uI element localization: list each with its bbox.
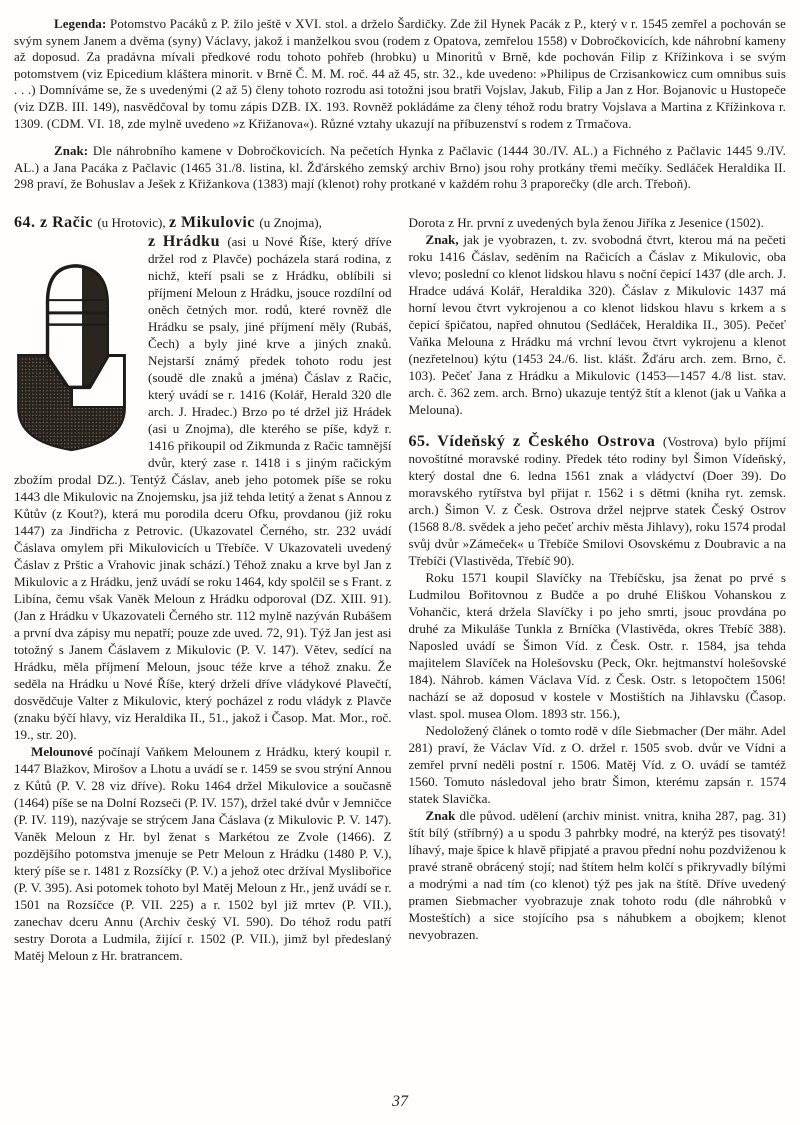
paragraph-znak-64: Znak, jak je vyobrazen, t. zv. svobodná čtvrt, kterou má na pečeti roku 1416 Čáslav, seděním na Račicích a Čáslav z Mikulovic, oba vlevo; poslední co klenot lidskou hlavu s noční čepicí 1437 (dle arch. J. Hradce udává Kolář, Heraldika 320). Čáslav z Mikulovic 1437 má horní levou čtvrt vykrojenou a co klenot lidskou hlavu s krkem a s čepicí špičatou, napřed ohnutou (Sedláček, Heraldika II., 305). Pečeť Vaňka Melouna z Hrádku má vrchní levou čtvrt vykrojenu a klenot (nezřetelnou) kýtu (1453 24./6. list. klášt. Žďáru arch. zem. Brno, č. 103). Pečeť Jana z Hrádku a Mikulovic (1453—1457 4./8 list. stav. arch. č. 362 zem. arch. Brno) ukazuje tentýž štít a klenot (jak u Vaňka a Melouna).	[408, 231, 786, 417]
paragraph-roku-1571: Roku 1571 koupil Slavíčky na Třebíčsku, jsa ženat po prvé s Ludmilou Bořitovnou z Budče a po druhé Eliškou Vohanskou z Vohančic, která držela Slavíčky i po jeho smrti, jsouc provdána po druhé za Mikuláše Tunkla z Brníčka (Vlastivěda, okres Třebíč 388). Naposled uvádí se Šimon Víd. z Česk. Ostr. r. 1584, jsa tehda majitelem Slavíček na Holešovsku (Peck, Okr. hejtmanství holešovské 184). Náhrob. kámen Václava Víd. z Česk. Ostr. s letopočtem 1506! nachází se až doposud v kostele v Mostištích na Jihlavsku (Časop. vlast. spol. musea Olom. 1893 str. 156.),	[408, 569, 786, 721]
paragraph-dorota-continuation: Dorota z Hr. první z uvedených byla ženou Jiříka z Jesenice (1502).	[408, 214, 764, 230]
page-number: 37	[392, 1093, 408, 1110]
two-column-area	[14, 214, 786, 964]
section-65-heading-paragraph: 65. Vídeňský z Českého Ostrova (Vostrova) bylo příjmí novoštítné moravské rodiny. Předek této rodiny byl Šimon Vídeňský, který dostal dne 6. ledna 1561 znak a vládyctví (Doer 39). Do moravského rytířstva byl přijat r. 1562 i s dětmi (kniha ryt. zemsk. arch.) Šimon V. z Česk. Ostrova držel nejprve statek Český Ostrov (1568 8./8. svědek a jeho pečeť archiv města Jihlavy), roku 1574 prodal svůj dvůr »Zámeček« u Třebíče Smilovi Osovskému z Doubravic a na Třebíči (Vlastivěda, Třebíč 90).	[408, 432, 786, 568]
heraldic-shield-figure	[14, 233, 138, 455]
right-column	[409, 214, 787, 964]
paragraph-siebmacher: Nedoložený článek o tomto rodě v díle Siebmacher (Der mähr. Adel 281) praví, že Václav Víd. z O. držel r. 1505 svob. dvůr ve Vídni a zemřel první neděli postní r. 1506. Matěj Víd. z O. uvádí se tamtéž 1560. Tomuto následoval jeho bratr Šimon, kterému zapsán r. 1574 statek Slavička.	[408, 722, 786, 806]
shield-and-helm-drawing	[14, 259, 132, 455]
paragraph-melounove: Melounové počínají Vaňkem Melounem z Hrádku, který koupil r. 1447 Blažkov, Mirošov a Lhotu a uvádí se r. 1459 se svou strýní Annou z Kůtů (P. V. 28 viz dříve). Roku 1464 držel Mikulovice a současně (1464) píše se na Dolní Rozseči (P. IV. 157), držel také dvůr v Jemničce (P. IV. 119), nazývaje se strýcem Jana Čáslava (z Mikulovic P. V. 147). Vaněk Meloun z Hr. byl ženat s Markétou ze Zvole (1466). Z pozdějšího potomstva jmenuje se Petr Meloun z Hrádku (1480 P. V.), který píše se r. 1481 z Rozsíčky (P. V.) a jehož otec držíval Myslibořice (P. V. 395). Asi potomek tohoto byl Matěj Meloun z Hr., jenž uvádí se r. 1501 na Rozsíčce (P. VII. 225) a r. 1502 byl již mrtev (P. VII.), zanechav dceru Annu (Archiv český VI. 590). Do téhož rodu patří sestry Dorota a Ludmila, žijící r. 1502 (P. VII.), jimž byl předeslaný Matěj Meloun z Hr. bratrancem.	[14, 743, 392, 963]
znak-paragraph: Znak: Dle náhrobního kamene v Dobročkovicích. Na pečetích Hynka z Pačlavic (1444 30./IV. AL.) a Fichného z Pačlavic 1445 9./IV. AL.) a Jana Pacáka z Pačlavic (1465 31./8. listina, kl. Žďárského zemský archiv Brno) jsou rohy protkány třemi mečíky. Sedláček Heraldika II. 298 praví, že Bohuslav a Ješek z Křižankova (1383) mají (klenot) rohy protkané v každém rohu 3 praporečky (dle arch. Třeboň).	[14, 144, 786, 192]
legenda-paragraph: Legenda: Potomstvo Pacáků z P. žilo ještě v XVI. stol. a drželo Šardičky. Zde žil Hynek Pacák z P., který v r. 1545 zemřel a pochován se svým synem Janem a dvěma (syny) Václavy, jakož i manželkou svou (rodem z Opatova, zemřelou 1558) v Dobročkovicích, kde náhrobní kameny až doposud. Za pradávna mívali předkové rodu tohoto pohřeb (hrobku) u Minoritů v Brně, kde pochován Filip z Křížinkova i se svým potomstvem (viz Epicedium kláštera minorit. v Brně Č. M. M. roč. 44 až 45, str. 32., kde uvedeno: »Philipus de Crzisankowicz cum omnibus suis . . .) Domníváme se, že s uvedenými (2 až 5) členy tohoto rozrodu asi totožni jsou bratři Vojslav, Jakub, Filip a Jan z Hor. Bojanovic u Hustopeče (viz DZB. III. 149), nasvědčoval by tomu zápis DZB. IX. 193. Rovněž pokládáme za členy téhož rodu bratry Vojslava a Martina z Křížinkova r. 1309. (CDM. VI. 18, zde mylně uvedeno »z Křižanova«). Různé vztahy ukazují na příbuzenství s rodem z Trmačova.	[14, 17, 786, 131]
left-column	[14, 214, 392, 964]
paragraph-znak-65: Znak dle původ. udělení (archiv minist. vnitra, kniha 287, pag. 31) štít bílý (stříbrný) a u spodu 3 pahrbky modré, na kterýž pes tisovatý! líhavý, maje špice k hlavě připjaté a pravou přední nohu pozdviženou k pravé straně obrácený stojí; nad štítem helm kolčí s přikryvadly bílými a modrými a nad tím (co klenot) týž pes jak na štítě. Dříve uvedený pramen Siebmacher vyobrazuje znak tohoto rodu (dle náhrobků v Mosteštích) a sice stojícího psa s náhubkem a obojkem; klenot nevyobrazen.	[408, 807, 786, 942]
section-64-heading: 64. z Račic (u Hrotovic), z Mikulovic (u Znojma),	[14, 213, 322, 231]
section-64-body: z Hrádku (asi u Nové Říše, který dříve držel rod z Plavče) pocházela stará rodina, z nichž, kteří psali se z Hrádku, oblíbili si příjmení Meloun z Hrádku, jsouce rozdílní od oněch četných mor. rodů, které rovněž dle Hrádku se psaly, jiné příjmení měly (Rubáš, Čech) a byly jiné krve a jiných znaků. Nejstarší známý předek tohoto rodu jest (soudě dle znaků a jména) Čáslav z Račic, který uvádí se r. 1416 (Kolář, Herald 320 dle arch. J. Hradec.) Brzo po té držel již Hrádek (asi u Znojma), dle kterého se píše, když r. 1416 přikoupil od Zikmunda z Račic tamnější dvůr, který zase r. 1418 i s jiným račickým zbožím prodal DZ.). Tentýž Čáslav, aneb jeho potomek píše se roku 1443 dle Mikulovic na Znojemsku, jsa již tehda letitý a ženat s Annou z Kůtův (z Kout?), která mu porodila dceru Ofku, provdanou (již roku 1447) za Jindřicha z Petrovic. (Ukazovatel Černého, str. 232 uvádí Čáslava omylem při Mikulovicích u Třebíče. V Ukazovateli uvedený Čáslav z Prštic a Vrahovic jinak schází.) Téhož znaku a krve byl Jan z Mikulovic a z Hrádku, jenž uvádí se roku 1464, kdy spolčil se s Frant. z Libína, čemu však Vaněk Meloun z Hrádku odporoval (DZ. XIII. 91). (Jan z Hrádku v Ukazovateli Černého str. 112 mylně nazýván Rubášem a první dva zápisy mu nepatří; pouze zde uved. 72, 91). Týž Jan jest asi totožný s Janem Čáslavem z Mikulovic (P. V. 147). Větev, sedící na Hrádku, měla příjmení Meloun, jsouc téže krve a téhož znaku. Že seděla na Hrádku u Nové Říše, který drželi dříve vládykové Plavečtí, dosvědčuje Valter z Mikulovic, který pocházel z rodu vládyk z Plavče (znaku býčí hlavy, viz Heraldika II., 51., jakož i Časop. Mat. Mor., roč. 19., str. 20).	[14, 232, 392, 742]
